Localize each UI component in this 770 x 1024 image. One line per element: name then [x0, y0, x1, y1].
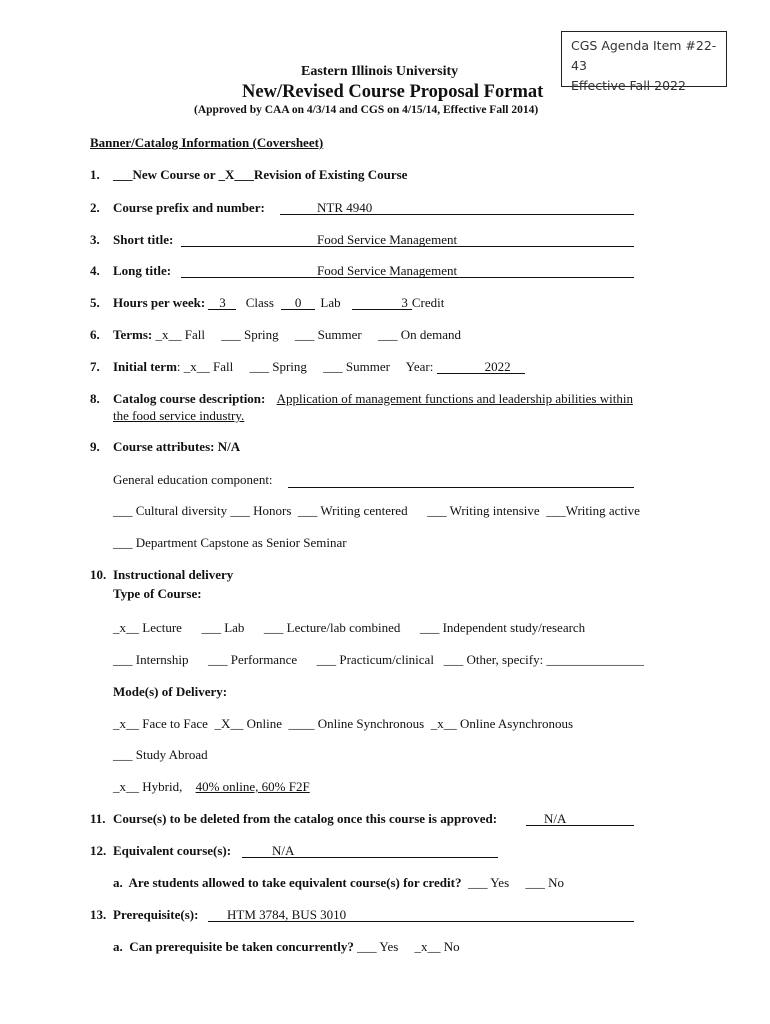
catalog-description-row — [113, 391, 633, 407]
class-label: Class — [245, 295, 274, 310]
hours-label: Hours per week: — [113, 295, 206, 310]
item-1-number: 1. — [90, 167, 100, 182]
form-title: New/Revised Course Proposal Format — [242, 82, 544, 102]
section-heading: Banner/Catalog Information (Coversheet) — [90, 135, 324, 150]
item-12-number: 12. — [90, 843, 107, 858]
agenda-box — [561, 31, 727, 93]
hybrid-detail[interactable]: 40% online, 60% F2F — [195, 779, 310, 794]
course-type-options[interactable]: _x__ Lecture ___ Lab ___ Lecture/lab combined ___ Independent study/research — [113, 620, 586, 635]
item-3-number: 3. — [90, 232, 100, 247]
equivalent-credit-question: a. Are students allowed to take equivalent course(s) for credit? — [113, 875, 462, 890]
item-2-number: 2. — [90, 200, 100, 215]
class-hours-field[interactable]: 3 — [208, 295, 236, 310]
catalog-description-line2[interactable]: the food service industry. — [113, 408, 245, 423]
long-title-field[interactable]: Food Service Management — [181, 263, 634, 278]
type-of-course-label: Type of Course: — [113, 586, 202, 601]
initial-term-row — [113, 359, 525, 375]
agenda-item-number: CGS Agenda Item #22-43 — [571, 38, 717, 73]
study-abroad-option[interactable]: ___ Study Abroad — [113, 747, 208, 762]
gened-label: General education component: — [113, 472, 273, 487]
course-attributes-label: Course attributes: N/A — [113, 439, 241, 454]
year-field[interactable]: 2022 — [437, 359, 525, 374]
terms-label: Terms: — [113, 327, 153, 342]
hours-row — [113, 295, 444, 311]
equivalent-courses-label: Equivalent course(s): — [113, 843, 232, 858]
catalog-description-label: Catalog course description: — [113, 391, 266, 406]
equivalent-credit-row — [113, 875, 564, 891]
item-7-number: 7. — [90, 359, 100, 374]
item-13-number: 13. — [90, 907, 107, 922]
short-title-field[interactable]: Food Service Management — [181, 232, 634, 247]
item-8-number: 8. — [90, 391, 100, 406]
university-name: Eastern Illinois University — [301, 64, 459, 79]
delivery-mode-options[interactable]: _x__ Face to Face _X__ Online ____ Online Synchronous _x__ Online Asynchronous — [113, 716, 574, 731]
course-type-options-2[interactable]: ___ Internship ___ Performance ___ Practicum/clinical ___ Other, specify: _______________ — [113, 652, 644, 667]
deleted-courses-label: Course(s) to be deleted from the catalog once this course is approved: — [113, 811, 498, 826]
deleted-courses-field[interactable]: N/A — [526, 811, 634, 826]
catalog-description-line1[interactable]: Application of management functions and leadership abilities within — [276, 391, 633, 406]
credit-hours-field[interactable]: 3 — [352, 295, 412, 310]
course-prefix-label: Course prefix and number: — [113, 200, 265, 215]
approval-note: (Approved by CAA on 4/3/14 and CGS on 4/15/14, Effective Fall 2014) — [194, 104, 539, 116]
item-1-course-type[interactable]: ___New Course or _X___Revision of Existing Course — [113, 167, 408, 182]
prerequisites-field[interactable]: HTM 3784, BUS 3010 — [208, 907, 634, 922]
course-prefix-field[interactable]: NTR 4940 — [280, 200, 634, 215]
hybrid-option[interactable]: _x__ Hybrid, — [113, 779, 183, 794]
delivery-mode-label: Mode(s) of Delivery: — [113, 684, 228, 699]
agenda-effective: Effective Fall 2022 — [571, 78, 686, 93]
item-10-number: 10. — [90, 567, 107, 582]
item-4-number: 4. — [90, 263, 100, 278]
lab-hours-field[interactable]: 0 — [281, 295, 315, 310]
concurrent-question: a. Can prerequisite be taken concurrently? — [113, 939, 354, 954]
equivalent-credit-options[interactable]: ___ Yes ___ No — [467, 875, 565, 890]
gened-field[interactable] — [288, 472, 634, 488]
concurrent-options[interactable]: ___ Yes _x__ No — [357, 939, 460, 954]
capstone-option[interactable]: ___ Department Capstone as Senior Seminar — [113, 535, 347, 550]
item-5-number: 5. — [90, 295, 100, 310]
equivalent-courses-field[interactable]: N/A — [242, 843, 498, 858]
instructional-delivery-label: Instructional delivery — [113, 567, 234, 582]
item-11-number: 11. — [90, 811, 106, 826]
attributes-options[interactable]: ___ Cultural diversity ___ Honors ___ Writing centered ___ Writing intensive ___Writing active — [113, 503, 640, 518]
long-title-label: Long title: — [113, 263, 172, 278]
initial-term-options[interactable]: : _x__ Fall ___ Spring ___ Summer Year: — [176, 359, 434, 374]
credit-label: Credit — [411, 295, 445, 310]
concurrent-row — [113, 939, 460, 955]
initial-term-label: Initial term — [113, 359, 177, 374]
item-6-number: 6. — [90, 327, 100, 342]
terms-options[interactable]: _x__ Fall ___ Spring ___ Summer ___ On demand — [155, 327, 461, 342]
hybrid-row — [113, 779, 310, 795]
prerequisites-label: Prerequisite(s): — [113, 907, 199, 922]
lab-label: Lab — [320, 295, 341, 310]
item-9-number: 9. — [90, 439, 100, 454]
short-title-label: Short title: — [113, 232, 174, 247]
terms-row — [113, 327, 461, 343]
